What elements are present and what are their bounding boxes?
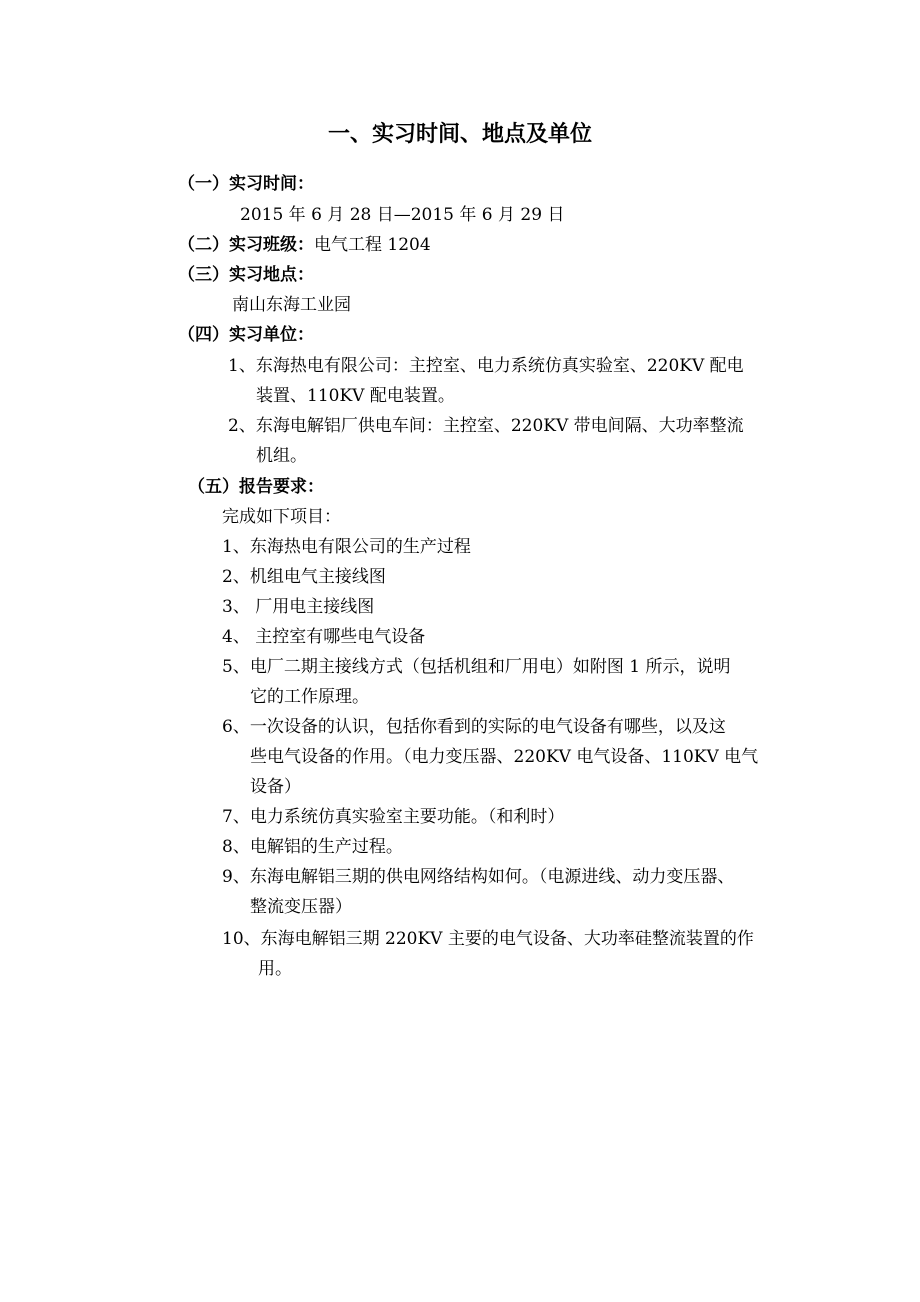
report-item: 8、电解铝的生产过程。 bbox=[222, 837, 403, 857]
report-item-continuation: 些电气设备的作用。（电力变压器、220KV 电气设备、110KV 电气 bbox=[250, 747, 759, 767]
section-heading-time: （一）实习时间： bbox=[178, 174, 314, 194]
report-item-continuation: 它的工作原理。 bbox=[250, 687, 369, 707]
report-intro: 完成如下项目： bbox=[222, 507, 341, 527]
report-item-continuation: 用。 bbox=[258, 959, 292, 979]
internship-date: 2015 年 6 月 28 日—2015 年 6 月 29 日 bbox=[240, 205, 565, 225]
unit-item-1-line-1: 1、东海热电有限公司：主控室、电力系统仿真实验室、220KV 配电 bbox=[228, 356, 744, 376]
report-item: 7、电力系统仿真实验室主要功能。（和利时） bbox=[222, 807, 565, 827]
section-class-line bbox=[178, 234, 431, 256]
page-title: 一、实习时间、地点及单位 bbox=[327, 122, 592, 147]
report-item: 4、 主控室有哪些电气设备 bbox=[222, 627, 426, 647]
internship-location: 南山东海工业园 bbox=[232, 295, 351, 315]
unit-item-2-line-1: 2、东海电解铝厂供电车间：主控室、220KV 带电间隔、大功率整流 bbox=[228, 416, 744, 436]
section-heading-class: （二）实习班级： bbox=[178, 235, 314, 255]
report-item-continuation: 整流变压器） bbox=[250, 897, 352, 917]
report-item: 3、 厂用电主接线图 bbox=[222, 597, 375, 617]
report-item-continuation: 设备） bbox=[250, 777, 301, 797]
unit-item-1-line-2: 装置、110KV 配电装置。 bbox=[256, 386, 455, 406]
section-heading-report: （五）报告要求： bbox=[188, 477, 324, 497]
class-name: 电气工程 1204 bbox=[314, 235, 431, 255]
report-item: 6、一次设备的认识，包括你看到的实际的电气设备有哪些，以及这 bbox=[222, 717, 726, 737]
section-heading-location: （三）实习地点： bbox=[178, 265, 314, 285]
report-item: 5、电厂二期主接线方式（包括机组和厂用电）如附图 1 所示，说明 bbox=[222, 657, 731, 677]
report-item: 10、东海电解铝三期 220KV 主要的电气设备、大功率硅整流装置的作 bbox=[222, 929, 754, 949]
report-item: 9、东海电解铝三期的供电网络结构如何。（电源进线、动力变压器、 bbox=[222, 867, 735, 887]
report-item: 1、东海热电有限公司的生产过程 bbox=[222, 537, 471, 557]
section-heading-unit: （四）实习单位： bbox=[178, 325, 314, 345]
unit-item-2-line-2: 机组。 bbox=[256, 446, 307, 466]
report-item: 2、机组电气主接线图 bbox=[222, 567, 386, 587]
